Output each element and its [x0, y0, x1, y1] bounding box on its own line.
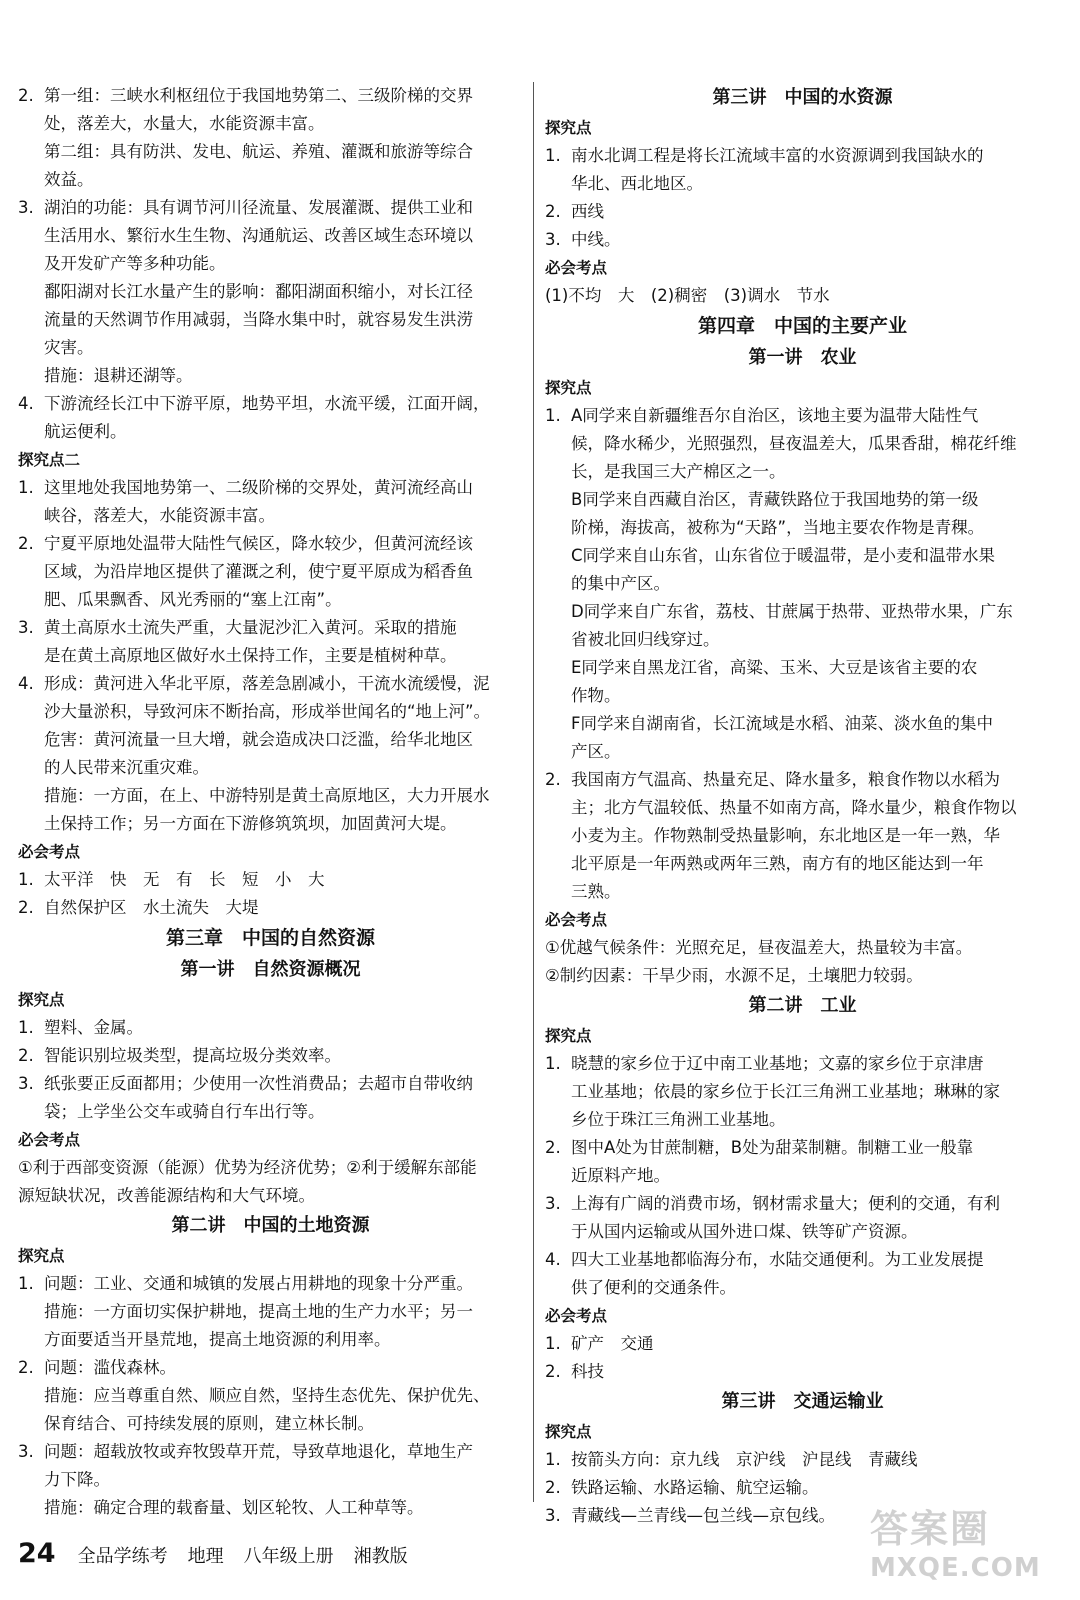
page-number: 24 [18, 1538, 56, 1569]
answer-continuation: 北平原是一年两熟或两年三熟，南方有的地区能达到一年 [571, 854, 984, 873]
answer-continuation: 措施：应当尊重自然、顺应自然，坚持生态优先、保护优先、 [44, 1386, 490, 1405]
item-number: 3. [545, 1194, 561, 1213]
subject: 地理 [187, 1546, 224, 1567]
item-text: 第一组：三峡水利枢纽位于我国地势第二、三级阶梯的交界 [44, 86, 473, 105]
item-number: 4. [18, 674, 34, 693]
item-number: 2. [545, 1138, 561, 1157]
section-label: 探究点 [545, 119, 592, 137]
item-number: 2. [18, 86, 34, 105]
answer-item [545, 142, 1060, 170]
section-label: 探究点 [18, 991, 65, 1009]
book-title: 全品学练考 [77, 1546, 168, 1567]
answer-continuation: 供了便利的交通条件。 [571, 1278, 736, 1297]
item-number: 2. [18, 534, 34, 553]
section-label: 必会考点 [18, 843, 81, 861]
answer-item [18, 474, 523, 502]
answer-item [545, 198, 1060, 226]
lecture-title: 第三讲 中国的水资源 [712, 87, 893, 108]
answer-item [18, 1042, 523, 1070]
item-text: 西线 [571, 202, 604, 221]
item-text: 形成：黄河进入华北平原，落差急剧减小，干流水流缓慢，泥 [44, 674, 490, 693]
item-text: 铁路运输、水路运输、航空运输。 [571, 1478, 819, 1497]
item-text: 宁夏平原地处温带大陆性气候区，降水较少，但黄河流经该 [44, 534, 473, 553]
answer-line: ②制约因素：干旱少雨，水源不足，土壤肥力较弱。 [545, 966, 923, 985]
answer-continuation: 的集中产区。 [571, 574, 670, 593]
page-footer [18, 1538, 428, 1574]
column-divider [533, 82, 534, 1502]
item-number: 1. [545, 146, 561, 165]
answer-continuation: 方面要适当开垦荒地，提高土地资源的利用率。 [44, 1330, 391, 1349]
answer-continuation: 省被北回归线穿过。 [571, 630, 720, 649]
section-label: 探究点 [545, 379, 592, 397]
item-number: 3. [545, 230, 561, 249]
section-label: 必会考点 [545, 1307, 608, 1325]
section-label: 探究点 [545, 1423, 592, 1441]
answer-continuation: 的人民带来沉重灾难。 [44, 758, 209, 777]
item-number: 3. [545, 1506, 561, 1525]
answer-continuation: 流量的天然调节作用减弱，当降水集中时，就容易发生洪涝 [44, 310, 473, 329]
item-text: 智能识别垃圾类型，提高垃圾分类效率。 [44, 1046, 341, 1065]
answer-continuation: 措施：一方面切实保护耕地，提高土地的生产力水平；另一 [44, 1302, 473, 1321]
answer-continuation: B同学来自西藏自治区，青藏铁路位于我国地势的第一级 [571, 490, 979, 509]
answer-item [18, 1270, 523, 1298]
section-label: 探究点二 [18, 451, 81, 469]
item-text: 上海有广阔的消费市场，钢材需求量大；便利的交通，有利 [571, 1194, 1000, 1213]
item-text: 问题：滥伐森林。 [44, 1358, 176, 1377]
item-text: 中线。 [571, 230, 621, 249]
answer-continuation: 处，落差大，水量大，水能资源丰富。 [44, 114, 325, 133]
answer-item [545, 402, 1060, 430]
item-text: 南水北调工程是将长江流域丰富的水资源调到我国缺水的 [571, 146, 984, 165]
lecture-title: 第一讲 农业 [748, 347, 857, 368]
answer-continuation: 肥、瓜果飘香、风光秀丽的“塞上江南”。 [44, 590, 342, 609]
answer-continuation: 近原料产地。 [571, 1166, 670, 1185]
answer-item [18, 894, 523, 922]
answer-continuation: 袋；上学坐公交车或骑自行车出行等。 [44, 1102, 325, 1121]
lecture-title: 第二讲 中国的土地资源 [171, 1215, 370, 1236]
item-text: 我国南方气温高、热量充足、降水量多，粮食作物以水稻为 [571, 770, 1000, 789]
answer-continuation: 候，降水稀少，光照强烈，昼夜温差大，瓜果香甜，棉花纤维 [571, 434, 1017, 453]
answer-continuation: 第二组：具有防洪、发电、航运、养殖、灌溉和旅游等综合 [44, 142, 473, 161]
item-number: 1. [18, 478, 34, 497]
answer-continuation: 及开发矿产等多种功能。 [44, 254, 226, 273]
item-number: 4. [18, 394, 34, 413]
answer-item [545, 766, 1060, 794]
answer-continuation: 峡谷，落差大，水能资源丰富。 [44, 506, 275, 525]
answer-continuation: 华北、西北地区。 [571, 174, 703, 193]
item-number: 3. [18, 618, 34, 637]
item-text: 按箭头方向：京九线 京沪线 沪昆线 青藏线 [571, 1450, 918, 1469]
item-text: 太平洋 快 无 有 长 短 小 大 [44, 870, 325, 889]
answer-item [18, 82, 523, 110]
answer-item [18, 530, 523, 558]
item-number: 2. [18, 1046, 34, 1065]
answer-continuation: 措施：退耕还湖等。 [44, 366, 193, 385]
item-number: 1. [545, 1334, 561, 1353]
answer-continuation: 长，是我国三大产棉区之一。 [571, 462, 786, 481]
watermark-logo [870, 1498, 1060, 1590]
item-text: 纸张要正反面都用；少使用一次性消费品；去超市自带收纳 [44, 1074, 473, 1093]
answer-continuation: 土保持工作；另一方面在下游修筑筑坝，加固黄河大堤。 [44, 814, 457, 833]
answer-continuation: 小麦为主。作物熟制受热量影响，东北地区是一年一熟，华 [571, 826, 1000, 845]
item-text: 湖泊的功能：具有调节河川径流量、发展灌溉、提供工业和 [44, 198, 473, 217]
answer-item [545, 1330, 1060, 1358]
answer-continuation: 区域，为沿岸地区提供了灌溉之利，使宁夏平原成为稻香鱼 [44, 562, 473, 581]
item-text: 图中A处为甘蔗制糖，B处为甜菜制糖。制糖工业一般靠 [571, 1138, 974, 1157]
answer-continuation: E同学来自黑龙江省，高粱、玉米、大豆是该省主要的农 [571, 658, 978, 677]
answer-continuation: 保育结合、可持续发展的原则，建立林长制。 [44, 1414, 374, 1433]
answer-line: ①利于西部变资源（能源）优势为经济优势；②利于缓解东部能 [18, 1158, 477, 1177]
answer-item [18, 866, 523, 894]
right-column [545, 82, 1060, 1530]
lecture-title: 第一讲 自然资源概况 [180, 959, 361, 980]
answer-continuation: 于从国内运输或从国外进口煤、铁等矿产资源。 [571, 1222, 918, 1241]
item-text: 下游流经长江中下游平原，地势平坦，水流平缓，江面开阔， [44, 394, 490, 413]
chapter-title: 第四章 中国的主要产业 [697, 315, 907, 337]
answer-item [545, 1050, 1060, 1078]
answer-item [18, 1354, 523, 1382]
answer-item [18, 194, 523, 222]
answer-item [545, 1134, 1060, 1162]
answer-item [18, 1014, 523, 1042]
item-text: 黄土高原水土流失严重，大量泥沙汇入黄河。采取的措施 [44, 618, 457, 637]
watermark-top: 答案圈 [870, 1507, 991, 1551]
item-number: 3. [18, 1442, 34, 1461]
answer-continuation: 生活用水、繁衍水生生物、沟通航运、改善区域生态环境以 [44, 226, 473, 245]
grade: 八年级上册 [243, 1546, 334, 1567]
answer-item [18, 614, 523, 642]
answer-item [18, 1438, 523, 1466]
item-text: 青藏线—兰青线—包兰线—京包线。 [571, 1506, 835, 1525]
answer-continuation: 力下降。 [44, 1470, 110, 1489]
section-label: 探究点 [545, 1027, 592, 1045]
item-text: 矿产 交通 [571, 1334, 654, 1353]
answer-continuation: 乡位于珠江三角洲工业基地。 [571, 1110, 786, 1129]
item-number: 1. [545, 1054, 561, 1073]
answer-continuation: 是在黄土高原地区做好水土保持工作，主要是植树种草。 [44, 646, 457, 665]
left-column [18, 82, 523, 1522]
item-number: 1. [545, 1450, 561, 1469]
item-text: 四大工业基地都临海分布，水陆交通便利。为工业发展提 [571, 1250, 984, 1269]
answer-continuation: C同学来自山东省，山东省位于暖温带，是小麦和温带水果 [571, 546, 996, 565]
item-text: A同学来自新疆维吾尔自治区，该地主要为温带大陆性气 [571, 406, 979, 425]
item-number: 2. [545, 1478, 561, 1497]
answer-continuation: 措施：确定合理的载畜量、划区轮牧、人工种草等。 [44, 1498, 424, 1517]
item-text: 科技 [571, 1362, 604, 1381]
item-number: 2. [18, 1358, 34, 1377]
item-text: 这里地处我国地势第一、二级阶梯的交界处，黄河流经高山 [44, 478, 473, 497]
item-number: 1. [545, 406, 561, 425]
answer-item [545, 1190, 1060, 1218]
item-text: 问题：超载放牧或弃牧毁草开荒，导致草地退化，草地生产 [44, 1442, 473, 1461]
answer-item [18, 670, 523, 698]
item-number: 3. [18, 1074, 34, 1093]
answer-continuation: 效益。 [44, 170, 94, 189]
item-text: 塑料、金属。 [44, 1018, 143, 1037]
lecture-title: 第二讲 工业 [748, 995, 857, 1016]
answer-continuation: 措施：一方面，在上、中游特别是黄土高原地区，大力开展水 [44, 786, 490, 805]
edition: 湘教版 [353, 1546, 408, 1567]
item-number: 2. [545, 1362, 561, 1381]
answer-line: (1)不均 大 (2)稠密 (3)调水 节水 [545, 286, 830, 305]
answer-continuation: D同学来自广东省，荔枝、甘蔗属于热带、亚热带水果，广东 [571, 602, 1013, 621]
answer-continuation: 沙大量淤积，导致河床不断抬高，形成举世闻名的“地上河”。 [44, 702, 491, 721]
answer-continuation: 航运便利。 [44, 422, 127, 441]
answer-line: 源短缺状况，改善能源结构和大气环境。 [18, 1186, 315, 1205]
answer-continuation: 鄱阳湖对长江水量产生的影响：鄱阳湖面积缩小，对长江径 [44, 282, 473, 301]
answer-continuation: 三熟。 [571, 882, 621, 901]
answer-item [545, 1446, 1060, 1474]
item-text: 晓慧的家乡位于辽中南工业基地；文嘉的家乡位于京津唐 [571, 1054, 984, 1073]
answer-continuation: 危害：黄河流量一旦大增，就会造成决口泛滥，给华北地区 [44, 730, 473, 749]
item-number: 3. [18, 198, 34, 217]
answer-item [18, 1070, 523, 1098]
answer-continuation: 工业基地；依晨的家乡位于长江三角洲工业基地；琳琳的家 [571, 1082, 1000, 1101]
item-number: 1. [18, 1274, 34, 1293]
answer-line: ①优越气候条件：光照充足，昼夜温差大，热量较为丰富。 [545, 938, 973, 957]
section-label: 必会考点 [18, 1131, 81, 1149]
item-number: 2. [545, 202, 561, 221]
item-number: 2. [545, 770, 561, 789]
item-number: 1. [18, 1018, 34, 1037]
answer-continuation: 阶梯，海拔高，被称为“天路”，当地主要农作物是青稞。 [571, 518, 985, 537]
item-number: 4. [545, 1250, 561, 1269]
watermark-bottom: MXQE.COM [870, 1553, 1041, 1583]
answer-item [545, 226, 1060, 254]
chapter-title: 第三章 中国的自然资源 [165, 927, 375, 949]
answer-item [545, 1246, 1060, 1274]
item-text: 自然保护区 水土流失 大堤 [44, 898, 259, 917]
section-label: 探究点 [18, 1247, 65, 1265]
item-number: 1. [18, 870, 34, 889]
item-number: 2. [18, 898, 34, 917]
answer-continuation: 主；北方气温较低、热量不如南方高，降水量少，粮食作物以 [571, 798, 1017, 817]
section-label: 必会考点 [545, 259, 608, 277]
item-text: 问题：工业、交通和城镇的发展占用耕地的现象十分严重。 [44, 1274, 473, 1293]
lecture-title: 第三讲 交通运输业 [721, 1391, 884, 1412]
answer-continuation: 灾害。 [44, 338, 94, 357]
answer-continuation: F同学来自湖南省，长江流域是水稻、油菜、淡水鱼的集中 [571, 714, 993, 733]
answer-item [18, 390, 523, 418]
answer-continuation: 产区。 [571, 742, 621, 761]
answer-continuation: 作物。 [571, 686, 621, 705]
answer-item [545, 1358, 1060, 1386]
section-label: 必会考点 [545, 911, 608, 929]
